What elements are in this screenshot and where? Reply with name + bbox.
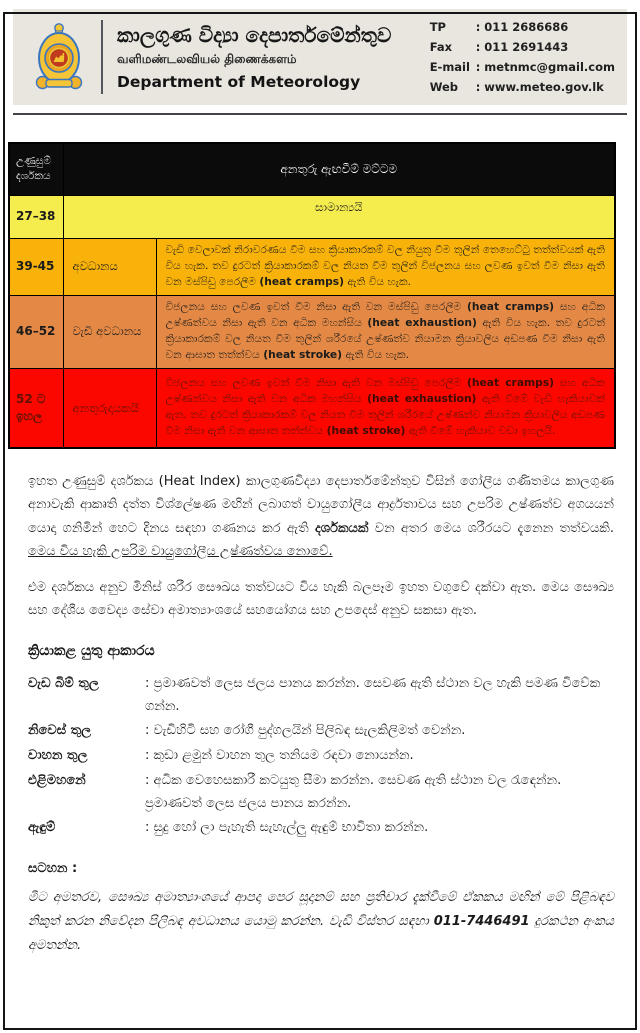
action-item-clothing xyxy=(28,817,614,840)
table-row-high-caution xyxy=(9,295,615,368)
letterhead xyxy=(13,9,627,105)
header-rule xyxy=(13,113,627,115)
level-cell: අවධානය xyxy=(63,238,156,295)
actions-heading: ක්‍රියාකළ යුතු ආකාරය xyxy=(28,643,155,660)
range-cell: 52 ට ඉහල xyxy=(9,368,63,448)
range-cell: 27–38 xyxy=(9,195,63,238)
title-english: Department of Meteorology xyxy=(117,72,361,91)
action-text: : ප්‍රමාණවත් ලෙස ජලය පානය කරන්න. සෙවණ ඇති ස්ථාන වල හැකි පමණ විවේක ගන්න. xyxy=(145,675,601,714)
action-text: : වැඩිහිටි සහ රෝගී පුද්ගලයින් පිලිබඳ සැලකිලිමත් වෙන්න. xyxy=(145,723,466,739)
description-cell: විජලනය සහ ලවණ ඉවත් වීම නිසා ඇති වන මස්පිඩු පෙරලීම (heat cramps) සහ අධික උෂ්ණත්වය නිසා ඇති වන අධික මහන්සිය (heat exhaustion) ඇති වීමේ වැඩි හැකියාවක් ඇත. තව දුරටත් ක්‍රියාකාරකම් වල නියත වීම තුලින් ශරීරයේ උෂ්ණත්ව නියාමන ක්‍රියාවලිය අඩපණ වීම නිසා ඇති වන ආඝාත තත්ත්වය (heat stroke) ඇති වීමේ හැකියාව වඩා ඉහලයි. xyxy=(156,368,615,448)
level-cell: සාමාන්‍යයි xyxy=(63,195,615,238)
description-cell: වැඩි වෙලාවක් නිරාවරණය වීම සහ ක්‍රියාකාරකම් වල නියුතු වීම තුලින් තෙහෙට්ටු තත්ත්වයක් ඇති විය හැක. තව දුරටත් ක්‍රියාකාරකම් වල නියත වීම තුලින් විජලනය සහ ලවණ ඉවත් වීම නිසා ඇති වන මස්පිඩු පෙරලීම (heat cramps) ඇති විය හැක. xyxy=(156,238,615,295)
contact-label: Web xyxy=(429,80,458,94)
level-cell: අනතුරුදායකයි xyxy=(63,368,156,448)
sri-lanka-emblem-logo xyxy=(33,21,85,93)
contact-email xyxy=(430,57,615,77)
intro-paragraph: ඉහත උණුසුම් දර්ශකය (Heat Index) කාලගුණවිද්‍යා දෙපාර්තමේන්තුව විසින් ගෝලීය ගණිතමය කාලගුණ අනාවැකි ආකෘති දත්ත විශ්ලේෂණ මඟින් ලබාගත් වායුගෝලීය ආර්ද්‍රතාවය සහ උපරිම උෂ්ණත්ව අගයයන් යොදා ගනිමින් හෙට දිනය සඳහා ගණනය කර ඇති දර්ශකයක් වන අතර මෙය ශරීරයට දැනෙන තත්වයකි. මෙය විය හැකි උපරිම වායුගෝලීය උෂ්ණත්වය නොවේ. xyxy=(28,474,614,559)
col-header-warning-level: අනතුරු ඇඟවීම් මට්ටම xyxy=(63,143,615,195)
contact-value: : 011 2691443 xyxy=(475,40,569,54)
action-text: : කුඩා ළමුන් වාහන තුල තනියම රඳවා නොයන්න. xyxy=(145,748,414,764)
action-text: : අධික වෙහෙසකාරී කටයුතු සීමා කරන්න. සෙවණ ඇති ස්ථාන වල රැඳෙන්න. ප්‍රමාණවත් ලෙස ජලය පානය කරන්න. xyxy=(145,772,562,811)
title-sinhala: කාලගුණ විද්‍යා දෙපාර්තමේන්තුව xyxy=(117,22,392,47)
note-block xyxy=(28,857,614,958)
action-text: : සුදු හෝ ලා පැහැති සැහැල්ලු ඇඳුම් භාවිතා කරන්න. xyxy=(145,820,429,836)
table-header-row xyxy=(9,143,615,195)
action-label: නිවෙස් තුල xyxy=(28,723,92,739)
actions-list xyxy=(28,673,614,840)
action-item-outdoors xyxy=(28,770,614,816)
contact-value: : metnmc@gmail.com xyxy=(475,60,615,74)
heat-index-table xyxy=(8,142,616,449)
table-row-caution xyxy=(9,238,615,295)
table-row-normal xyxy=(9,195,615,238)
level-cell: වැඩි අවධානය xyxy=(63,295,156,368)
contact-web xyxy=(430,77,615,97)
note-heading: සටහන : xyxy=(28,861,78,877)
description-cell: විජලනය සහ ලවණ ඉවත් වීම නිසා ඇති වන මස්පිඩු පෙරලීම (heat cramps) සහ අධික උෂ්ණත්වය නිසා ඇති වන අධික මහන්සිය (heat exhaustion) ඇති විය හැක. තව දුරටත් ක්‍රියාකාරකම් වල නියත වීම තුලින් ශරීරයේ උෂ්ණත්ව නියාමන ක්‍රියාවලිය අඩපණ වීම නිසා ඇති වන ආඝාත තත්ත්වය (heat stroke) ඇති විය හැක. xyxy=(156,295,615,368)
action-item-worksites xyxy=(28,673,614,719)
contact-label: Fax xyxy=(429,40,453,54)
title-tamil: வளிமண்டலவியல் திணைக்களம் xyxy=(117,51,297,66)
action-label: වැඩ බිම් තුල xyxy=(28,675,99,691)
document-body xyxy=(28,470,614,958)
contact-label: E-mail xyxy=(429,60,470,74)
action-item-vehicles xyxy=(28,745,614,768)
range-cell: 46–52 xyxy=(9,295,63,368)
contact-value: : 011 2686686 xyxy=(475,20,569,34)
contact-value: : www.meteo.gov.lk xyxy=(475,80,604,94)
department-titles xyxy=(117,24,391,91)
contact-label: TP xyxy=(429,20,446,34)
health-paragraph: එම දර්ශකය අනුව මිනිස් ශරීර සෞඛය තත්වයට විය හැකි බලපෑම ඉහත වගුවේ දක්වා ඇත. මෙය සෞඛ්‍ය සහ දේශීය වෛද්‍ය සේවා අමාත්‍යාංශයේ සහයෝගය සහ උපදෙස් අනුව සකසා ඇත. xyxy=(28,579,614,618)
note-text: මීට අමතරව, සෞඛ්‍ය අමාත්‍යාංශයේ ආපදා පෙර සූදානම් සහ ප්‍රතිචාර දැක්වීමේ ඒකකය මඟින් මේ පිළිබඳව නිකුත් කරන නිවේදන පිලිබඳ අවධානය යොමු කරන්න. වැඩි විස්තර සඳහා 011-7446491 දුරකථන අංකය අමතන්න. xyxy=(28,890,614,954)
action-label: එළිමහනේ xyxy=(28,772,86,788)
col-header-heat-index: උණුසුම් දර්ශකය xyxy=(9,143,63,195)
table-row-danger xyxy=(9,368,615,448)
header-divider xyxy=(101,20,103,94)
contact-phone xyxy=(430,17,615,37)
action-label: ඇඳුම් xyxy=(28,820,56,836)
contact-fax xyxy=(430,37,615,57)
action-item-homes xyxy=(28,720,614,743)
contact-block xyxy=(430,17,615,97)
range-cell: 39-45 xyxy=(9,238,63,295)
action-label: වාහන තුල xyxy=(28,748,88,764)
